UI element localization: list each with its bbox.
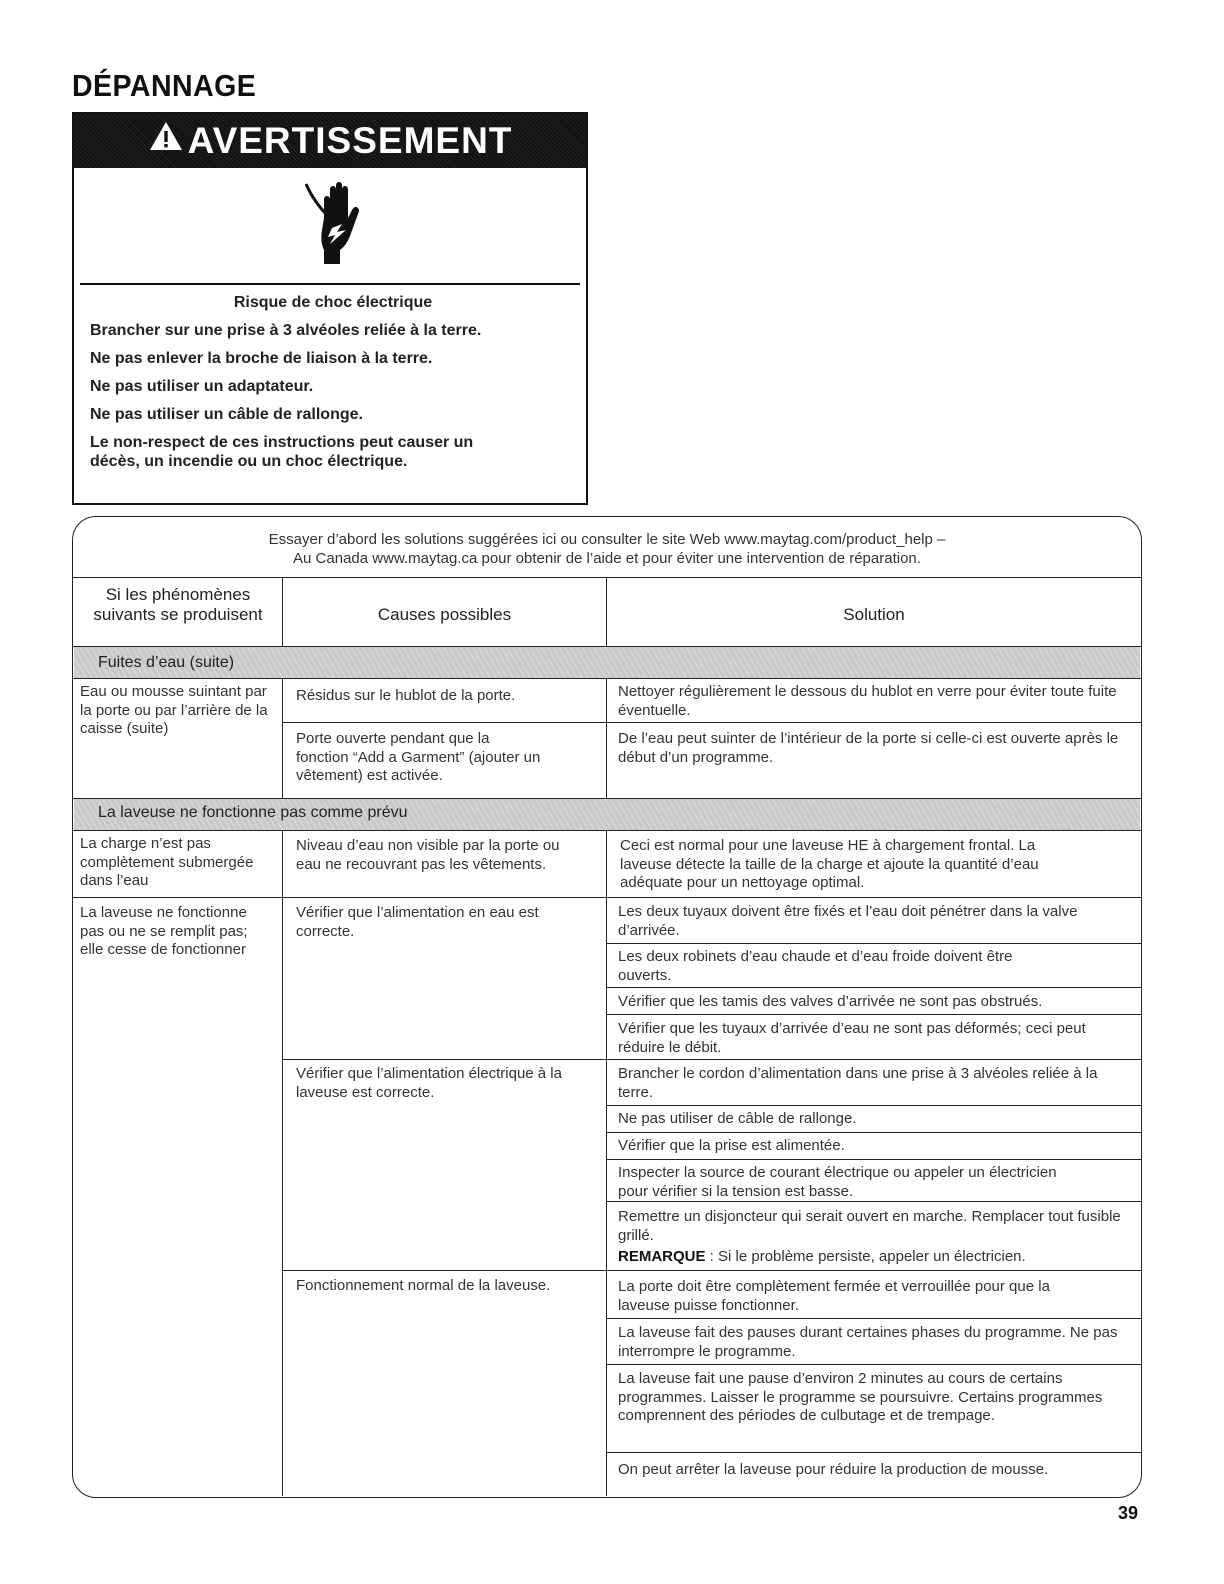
cause-cell: Porte ouverte pendant que la fonction “Add a Garment” (ajouter un vêtement) est activée.	[296, 730, 541, 785]
intro-text	[72, 530, 1142, 568]
solution-cell: Vérifier que les tuyaux d’arrivée d’eau ne sont pas déformés; ceci peut réduire le débit.	[618, 1020, 1086, 1056]
divider	[282, 830, 283, 1496]
solution-cell: Ceci est normal pour une laveuse HE à chargement frontal. La laveuse détecte la taille de la charge et ajoute la quantité d’eau adéquate pour un nettoyage optimal.	[620, 837, 1039, 892]
divider	[72, 798, 1142, 799]
warning-risk: Risque de choc électrique	[233, 294, 433, 311]
page-title: DÉPANNAGE	[72, 68, 257, 103]
divider	[606, 678, 607, 798]
intro-line: Au Canada www.maytag.ca pour obtenir de l’aide et pour éviter une intervention de réparation.	[293, 550, 921, 567]
warning-header	[74, 114, 586, 168]
electric-shock-hand-icon	[300, 178, 364, 278]
divider	[283, 1059, 606, 1060]
warning-line: Ne pas utiliser un câble de rallonge.	[90, 406, 363, 423]
divider	[282, 678, 283, 798]
section-band	[74, 798, 1140, 830]
section-band	[74, 646, 1140, 678]
divider	[606, 1105, 1141, 1106]
solution-text: Remettre un disjoncteur qui serait ouvert en marche. Remplacer tout fusible grillé.	[618, 1208, 1121, 1244]
divider	[283, 897, 606, 898]
warning-triangle-icon	[148, 113, 184, 167]
divider	[283, 1270, 606, 1271]
divider	[606, 1159, 1141, 1160]
cause-cell: Résidus sur le hublot de la porte.	[296, 687, 516, 704]
divider	[606, 987, 1141, 988]
divider	[72, 646, 1142, 647]
warning-icon-area	[80, 168, 580, 285]
divider	[72, 678, 1142, 679]
column-header-causes: Causes possibles	[377, 605, 512, 624]
divider	[606, 1059, 1141, 1060]
warning-line: Brancher sur une prise à 3 alvéoles reliée à la terre.	[90, 322, 482, 339]
warning-title: AVERTISSEMENT	[187, 120, 513, 161]
divider	[606, 1201, 1141, 1202]
remark-label: REMARQUE	[618, 1248, 706, 1266]
divider	[283, 722, 606, 723]
intro-line: Essayer d’abord les solutions suggérées ici ou consulter le site Web www.maytag.com/product_help –	[268, 531, 946, 548]
warning-line: Ne pas utiliser un adaptateur.	[90, 378, 314, 395]
solution-cell: La laveuse fait une pause d’environ 2 minutes au cours de certains programmes. Laisser le programme se poursuivre. Certains programmes comprennent des périodes de culbutage et de trempage.	[618, 1370, 1103, 1425]
solution-cell: Inspecter la source de courant électrique ou appeler un électricien pour vérifier si la tension est basse.	[618, 1164, 1057, 1200]
problem-cell: Eau ou mousse suintant par la porte ou par l’arrière de la caisse (suite)	[80, 683, 268, 738]
warning-box	[72, 112, 588, 505]
remark-text: : Si le problème persiste, appeler un électricien.	[705, 1248, 1026, 1266]
divider	[606, 1364, 1141, 1365]
divider	[606, 830, 607, 1496]
remark	[618, 1248, 1128, 1267]
divider	[606, 722, 1141, 723]
solution-cell: La laveuse fait des pauses durant certaines phases du programme. Ne pas interrompre le programme.	[618, 1324, 1118, 1360]
section-title: La laveuse ne fonctionne pas comme prévu	[98, 804, 408, 821]
solution-cell: On peut arrêter la laveuse pour réduire la production de mousse.	[618, 1461, 1049, 1478]
warning-text	[90, 294, 576, 480]
cause-cell: Niveau d’eau non visible par la porte ou eau ne recouvrant pas les vêtements.	[296, 837, 560, 873]
solution-cell: Nettoyer régulièrement le dessous du hublot en verre pour éviter toute fuite éventuelle.	[618, 683, 1117, 719]
divider	[606, 943, 1141, 944]
solution-cell: Brancher le cordon d’alimentation dans une prise à 3 alvéoles reliée à la terre.	[618, 1065, 1098, 1101]
problem-cell: La laveuse ne fonctionne pas ou ne se remplit pas; elle cesse de fonctionner	[80, 904, 248, 959]
solution-cell: Vérifier que la prise est alimentée.	[618, 1137, 845, 1154]
divider	[606, 1452, 1141, 1453]
cause-cell: Vérifier que l’alimentation électrique à la laveuse est correcte.	[296, 1065, 562, 1101]
warning-line: Ne pas enlever la broche de liaison à la terre.	[90, 350, 433, 367]
solution-cell: Les deux robinets d’eau chaude et d’eau froide doivent être ouverts.	[618, 948, 1013, 984]
solution-cell: La porte doit être complètement fermée et verrouillée pour que la laveuse puisse fonctionner.	[618, 1278, 1050, 1314]
cause-cell: Vérifier que l’alimentation en eau est correcte.	[296, 904, 539, 940]
solution-cell	[618, 1208, 1128, 1267]
divider	[606, 1318, 1141, 1319]
divider	[72, 897, 282, 898]
problem-cell: La charge n’est pas complètement submergée dans l’eau	[80, 835, 254, 890]
solution-cell: Ne pas utiliser de câble de rallonge.	[618, 1110, 857, 1127]
warning-line: Le non-respect de ces instructions peut causer un décès, un incendie ou un choc électrique.	[90, 434, 474, 470]
solution-cell: Vérifier que les tamis des valves d’arrivée ne sont pas obstrués.	[618, 993, 1043, 1010]
solution-cell: Les deux tuyaux doivent être fixés et l’eau doit pénétrer dans la valve d’arrivée.	[618, 903, 1078, 939]
section-title: Fuites d’eau (suite)	[98, 654, 235, 671]
cause-cell: Fonctionnement normal de la laveuse.	[296, 1277, 551, 1294]
divider	[72, 577, 1142, 578]
divider	[606, 897, 1141, 898]
divider	[606, 1270, 1141, 1271]
solution-cell: De l’eau peut suinter de l’intérieur de la porte si celle-ci est ouverte après le début d’un programme.	[618, 730, 1119, 766]
column-header-solution: Solution	[843, 605, 905, 624]
divider	[72, 830, 1142, 831]
page-number: 39	[1118, 1503, 1139, 1523]
column-header-problem: Si les phénomènes suivants se produisent	[93, 585, 263, 624]
divider	[606, 1132, 1141, 1133]
divider	[606, 1014, 1141, 1015]
